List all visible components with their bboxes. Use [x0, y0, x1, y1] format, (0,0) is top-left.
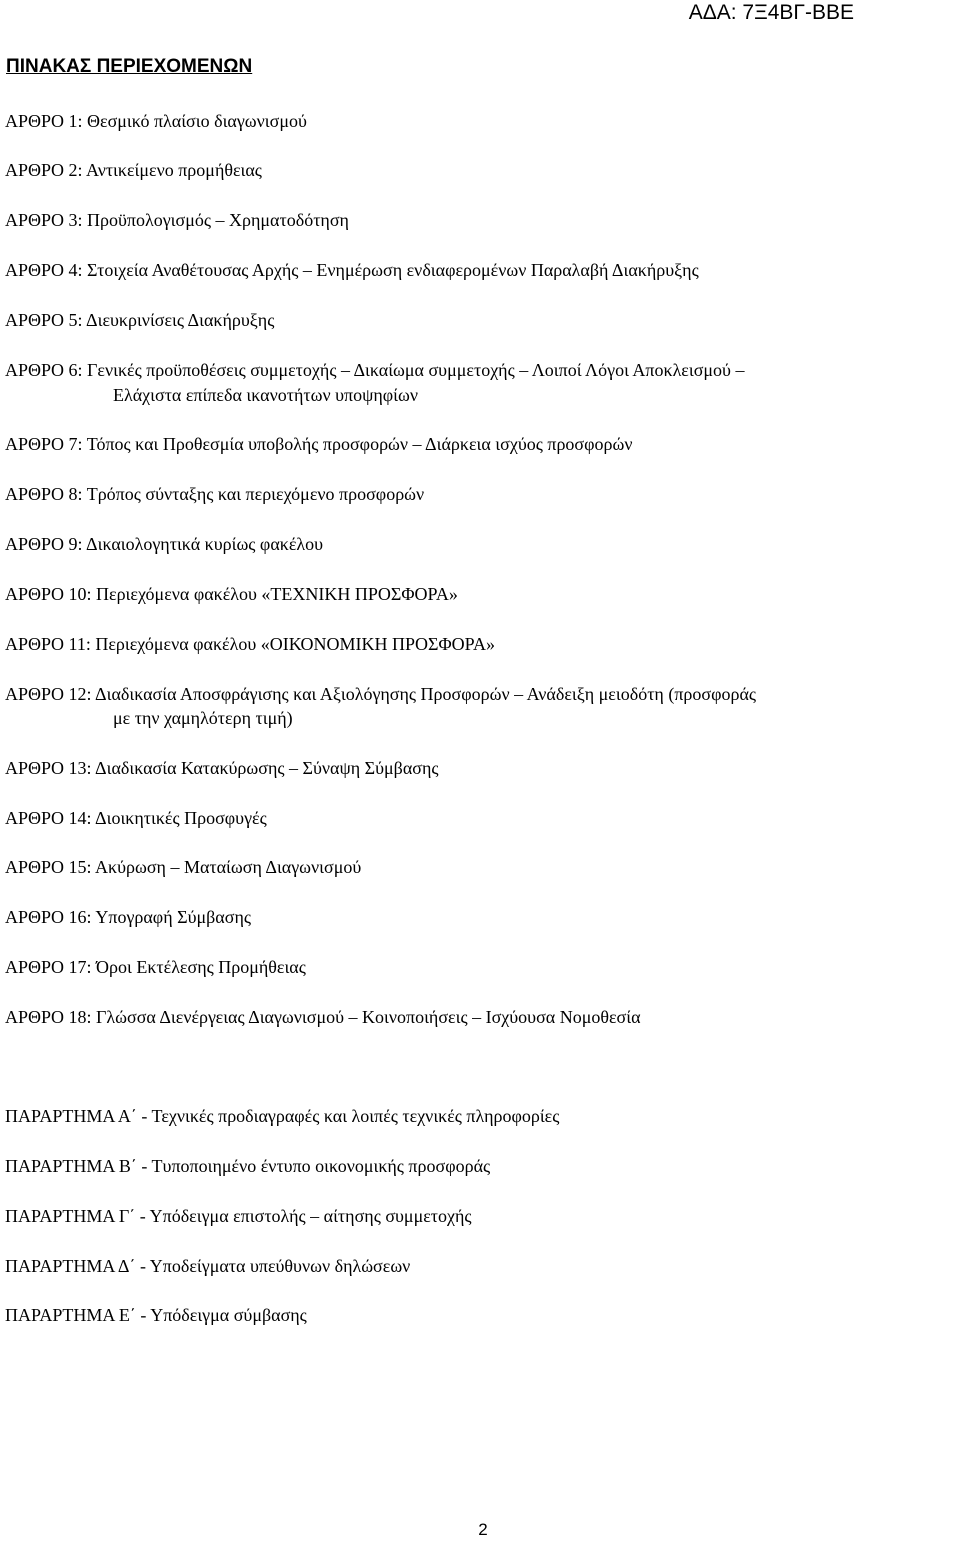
toc-item-article-15: ΑΡΘΡΟ 15: Ακύρωση – Ματαίωση Διαγωνισμού — [5, 857, 362, 877]
toc-item-article-10: ΑΡΘΡΟ 10: Περιεχόμενα φακέλου «ΤΕΧΝΙΚΗ ΠΡΟΣΦΟΡΑ» — [5, 584, 458, 604]
toc-item-article-12: ΑΡΘΡΟ 12: Διαδικασία Αποσφράγισης και Αξιολόγησης Προσφορών – Ανάδειξη μειοδότη (προσφοράς — [5, 684, 757, 704]
toc-item-article-16: ΑΡΘΡΟ 16: Υπογραφή Σύμβασης — [5, 907, 251, 927]
toc-item-article-11: ΑΡΘΡΟ 11: Περιεχόμενα φακέλου «ΟΙΚΟΝΟΜΙΚΗ ΠΡΟΣΦΟΡΑ» — [5, 634, 496, 654]
toc-title: ΠΙΝΑΚΑΣ ΠΕΡΙΕΧΟΜΕΝΩΝ — [6, 56, 253, 77]
ada-code: ΑΔΑ: 7Ξ4ΒΓ-ΒΒΕ — [688, 1, 854, 24]
toc-item-annex-e: ΠΑΡΑΡΤΗΜΑ Ε΄ - Υπόδειγμα σύμβασης — [5, 1305, 307, 1325]
toc-item-article-1: ΑΡΘΡΟ 1: Θεσμικό πλαίσιο διαγωνισμού — [5, 111, 307, 131]
toc-item-article-7: ΑΡΘΡΟ 7: Τόπος και Προθεσμία υποβολής προσφορών – Διάρκεια ισχύος προσφορών — [5, 434, 633, 454]
toc-item-annex-a: ΠΑΡΑΡΤΗΜΑ Α΄ - Τεχνικές προδιαγραφές και λοιπές τεχνικές πληροφορίες — [5, 1106, 560, 1126]
toc-item-article-8: ΑΡΘΡΟ 8: Τρόπος σύνταξης και περιεχόμενο προσφορών — [5, 484, 425, 504]
toc-item-article-12-continued: με την χαμηλότερη τιμή) — [113, 708, 293, 728]
toc-item-article-14: ΑΡΘΡΟ 14: Διοικητικές Προσφυγές — [5, 808, 267, 828]
toc-item-article-9: ΑΡΘΡΟ 9: Δικαιολογητικά κυρίως φακέλου — [5, 534, 324, 554]
toc-item-article-17: ΑΡΘΡΟ 17: Όροι Εκτέλεσης Προμήθειας — [5, 957, 306, 977]
toc-item-article-5: ΑΡΘΡΟ 5: Διευκρινίσεις Διακήρυξης — [5, 310, 275, 330]
toc-item-article-6-continued: Ελάχιστα επίπεδα ικανοτήτων υποψηφίων — [113, 385, 418, 405]
toc-item-article-13: ΑΡΘΡΟ 13: Διαδικασία Κατακύρωσης – Σύναψη Σύμβασης — [5, 758, 439, 778]
toc-item-annex-d: ΠΑΡΑΡΤΗΜΑ Δ΄ - Υποδείγματα υπεύθυνων δηλώσεων — [5, 1256, 411, 1276]
toc-item-article-4: ΑΡΘΡΟ 4: Στοιχεία Αναθέτουσας Αρχής – Ενημέρωση ενδιαφερομένων Παραλαβή Διακήρυξης — [5, 260, 699, 280]
toc-item-article-2: ΑΡΘΡΟ 2: Αντικείμενο προμήθειας — [5, 160, 262, 180]
toc-item-annex-b: ΠΑΡΑΡΤΗΜΑ Β΄ - Τυποποιημένο έντυπο οικονομικής προσφοράς — [5, 1156, 491, 1176]
toc-item-article-6: ΑΡΘΡΟ 6: Γενικές προϋποθέσεις συμμετοχής – Δικαίωμα συμμετοχής – Λοιποί Λόγοι Αποκλεισμού – — [5, 360, 745, 380]
toc-item-article-18: ΑΡΘΡΟ 18: Γλώσσα Διενέργειας Διαγωνισμού – Κοινοποιήσεις – Ισχύουσα Νομοθεσία — [5, 1007, 641, 1027]
toc-item-annex-c: ΠΑΡΑΡΤΗΜΑ Γ΄ - Υπόδειγμα επιστολής – αίτησης συμμετοχής — [5, 1206, 472, 1226]
page-number: 2 — [478, 1520, 488, 1539]
toc-item-article-3: ΑΡΘΡΟ 3: Προϋπολογισμός – Χρηματοδότηση — [5, 210, 349, 230]
